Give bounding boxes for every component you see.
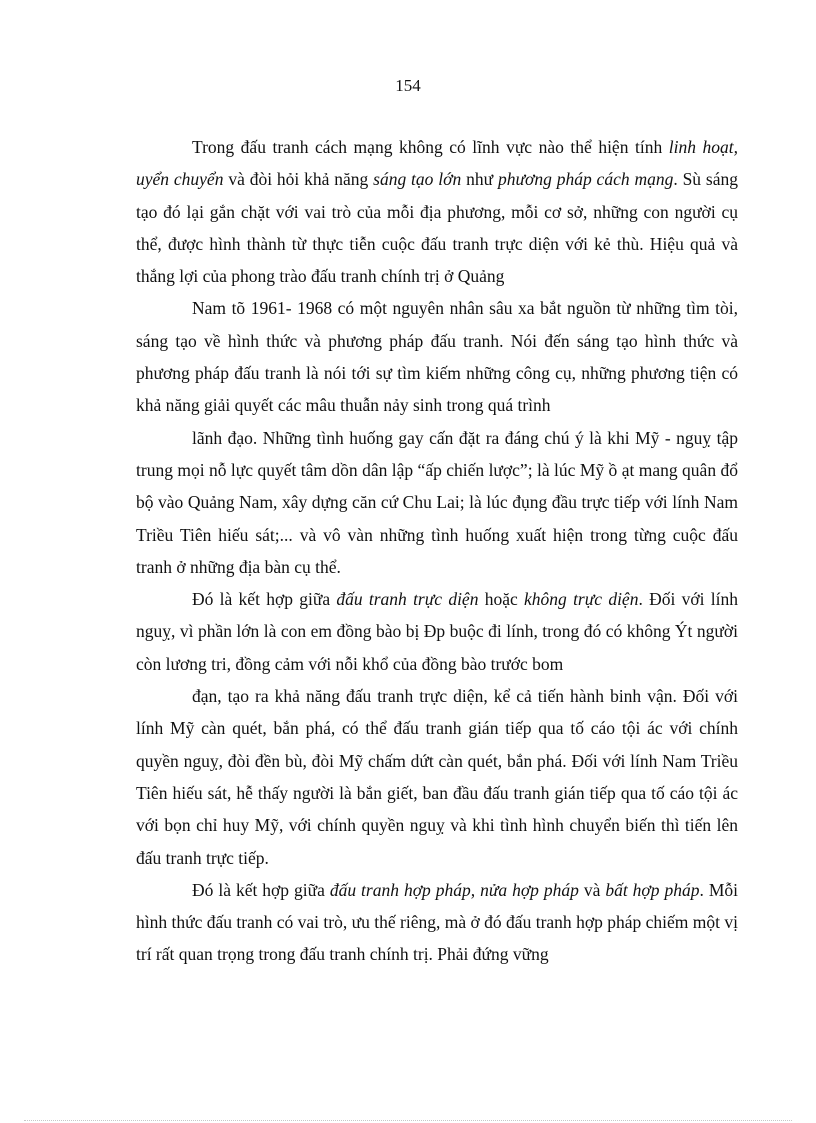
italic-run: sáng tạo lớn	[373, 169, 462, 190]
text-run: Trong đấu tranh cách mạng không có lĩnh vực nào thể hiện tính	[192, 137, 669, 157]
paragraph-3	[136, 422, 738, 583]
text-run: và	[578, 879, 606, 900]
paragraph-5	[136, 680, 738, 874]
text-run: đạn, tạo ra khả năng đấu tranh trực diện, kể cả tiến hành binh vận. Đối với lính Mỹ càn quét, bắn phá, có thể đấu tranh gián tiếp qua tố cáo tội ác với chính quyền nguỵ, đòi đền bù, đòi Mỹ chấm dứt càn quét, bắn phá. Đối với lính Nam Triều Tiên hiếu sát, hễ thấy người là bắn giết, ban đầu đấu tranh gián tiếp qua tố cáo tội ác với bọn chỉ huy Mỹ, với chính quyền nguỵ và khi tình hình chuyển biến thì tiến lên đấu tranh trực tiếp.	[136, 686, 738, 868]
footer-divider	[24, 1120, 792, 1121]
italic-run: không trực diện	[524, 589, 639, 610]
italic-run: linh hoạt, uyển chuyển	[136, 137, 738, 190]
text-run: Đó là kết hợp giữa	[192, 589, 337, 610]
italic-run: đấu tranh hợp pháp, nửa hợp pháp	[329, 879, 579, 900]
paragraph-4	[136, 583, 738, 680]
text-run: lãnh đạo. Những tình huống gay cấn đặt ra đáng chú ý là khi Mỹ - nguỵ tập trung mọi nỗ lực quyết tâm dồn dân lập “ấp chiến lược”; là lúc Mỹ ồ ạt mang quân đổ bộ vào Quảng Nam, xây dựng căn cứ Chu Lai; là lúc đụng đầu trực tiếp với lính Nam Triều Tiên hiếu sát;... và vô vàn những tình huống xuất hiện trong từng cuộc đấu tranh ở những địa bàn cụ thể.	[136, 427, 738, 577]
body-text	[136, 131, 738, 971]
paragraph-1	[136, 131, 738, 292]
text-run: và đòi hỏi khả năng	[223, 169, 374, 190]
text-run: hoặc	[478, 589, 525, 610]
paragraph-2	[136, 292, 738, 421]
text-run: Nam tõ 1961- 1968 có một nguyên nhân sâu xa bắt nguồn từ những tìm tòi, sáng tạo về hình thức và phương pháp đấu tranh. Nói đến sáng tạo hình thức và phương pháp đấu tranh là nói tới sự tìm kiếm những công cụ, những phương tiện có khả năng giải quyết các mâu thuẫn nảy sinh trong quá trình	[136, 298, 738, 416]
text-run: . Sù sáng tạo đó lại gắn chặt với vai trò của mỗi địa phương, mỗi cơ sở, những con người cụ thể, được hình thành từ thực tiễn cuộc đấu tranh trực diện với kẻ thù. Hiệu quả và thắng lợi của phong trào đấu tranh chính trị ở Quảng	[136, 169, 738, 287]
italic-run: bất hợp pháp	[605, 879, 700, 900]
paragraph-6	[136, 874, 738, 971]
page-number: 154	[395, 76, 421, 95]
text-run: . Mỗi hình thức đấu tranh có vai trò, ưu thế riêng, mà ở đó đấu tranh hợp pháp chiếm một vị trí rất quan trọng trong đấu tranh chính trị. Phải đứng vững	[136, 879, 739, 965]
text-run: như	[461, 169, 498, 190]
text-run: Đó là kết hợp giữa	[192, 879, 330, 900]
text-run: . Đối với lính nguỵ, vì phần lớn là con em đồng bào bị Đp buộc đi lính, trong đó có không Ýt người còn lương tri, đồng cảm với nỗi khổ của đồng bào trước bom	[136, 589, 738, 674]
italic-run: đấu tranh trực diện	[336, 589, 479, 610]
italic-run: phương pháp cách mạng	[497, 169, 674, 190]
